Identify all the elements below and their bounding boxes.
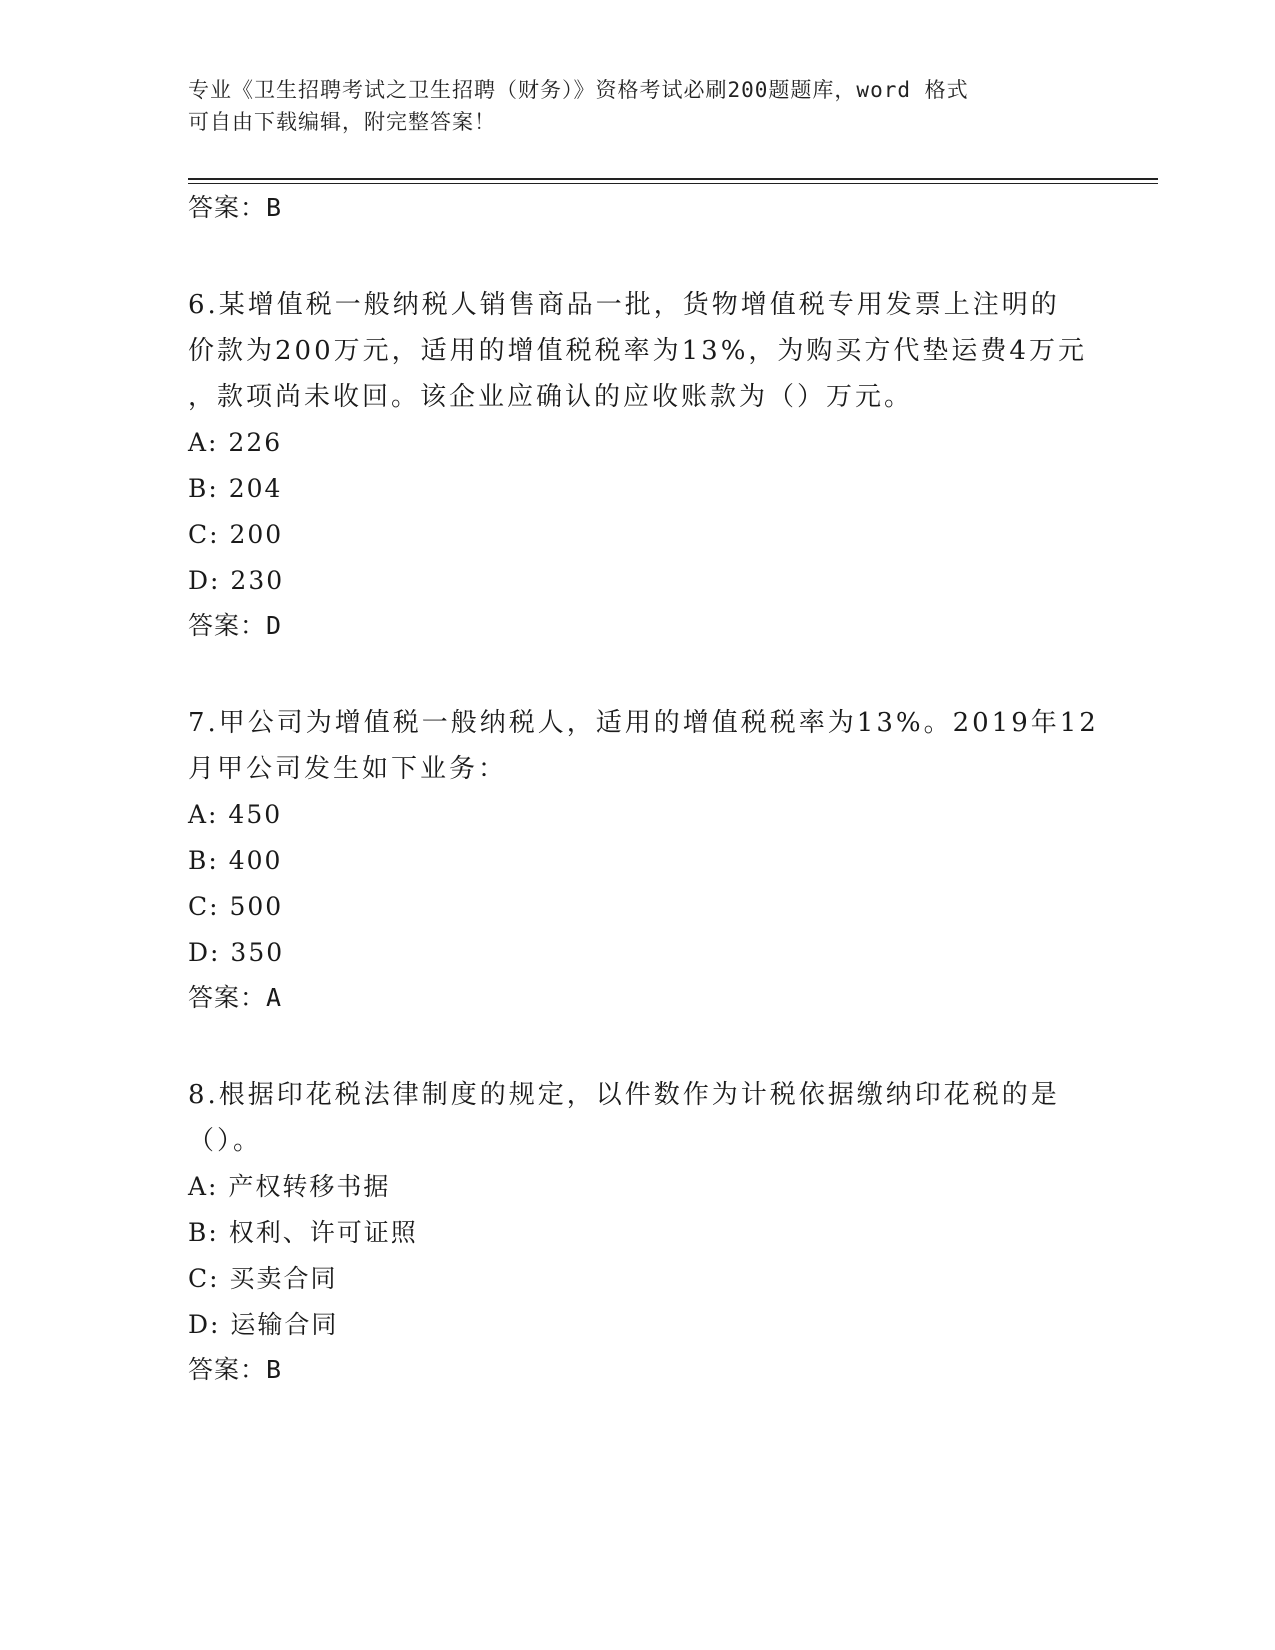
question-7 (188, 700, 1099, 1016)
previous-answer: 答案：B (188, 193, 283, 222)
question-text-line: 价款为200万元，适用的增值税税率为13%，为购买方代垫运费4万元 (188, 336, 1087, 366)
header-rule-thin (188, 183, 1158, 184)
question-text-line: 月甲公司发生如下业务： (188, 754, 508, 784)
option-a: A: 450 (188, 800, 283, 829)
answer: 答案：B (188, 1355, 283, 1384)
option-c: C: 买卖合同 (188, 1264, 338, 1293)
header-line-1: 专业《卫生招聘考试之卫生招聘（财务）》资格考试必刷200题题库，word 格式 (188, 78, 969, 102)
header-line-2: 可自由下载编辑，附完整答案！ (188, 110, 496, 134)
option-d: D: 230 (188, 566, 285, 595)
question-text (188, 282, 1088, 420)
question-6 (188, 282, 1088, 644)
option-b: B: 400 (188, 846, 283, 875)
question-text-line: 7.甲公司为增值税一般纳税人，适用的增值税税率为13%。2019年12 (188, 708, 1099, 738)
option-list (188, 420, 1088, 604)
option-a: A: 226 (188, 428, 283, 457)
option-d: D: 运输合同 (188, 1310, 339, 1339)
question-text (188, 1072, 1088, 1164)
option-d: D: 350 (188, 938, 285, 967)
answer: 答案：A (188, 983, 283, 1012)
option-b: B: 权利、许可证照 (188, 1218, 418, 1247)
question-text (188, 700, 1099, 792)
option-b: B: 204 (188, 474, 283, 503)
document-header (188, 74, 1088, 138)
question-text-line: （）。 (188, 1126, 263, 1156)
question-text-line: ，款项尚未收回。该企业应确认的应收账款为（）万元。 (188, 382, 914, 412)
question-text-line: 6.某增值税一般纳税人销售商品一批，货物增值税专用发票上注明的 (188, 290, 1060, 320)
answer: 答案：D (188, 611, 283, 640)
question-8 (188, 1072, 1088, 1388)
option-list (188, 792, 1088, 976)
option-c: C: 200 (188, 520, 284, 549)
question-text-line: 8.根据印花税法律制度的规定，以件数作为计税依据缴纳印花税的是 (188, 1080, 1060, 1110)
document-body (188, 190, 1099, 1388)
option-c: C: 500 (188, 892, 284, 921)
header-rule-thick (188, 178, 1158, 180)
option-list (188, 1164, 1088, 1348)
option-a: A: 产权转移书据 (188, 1172, 391, 1201)
